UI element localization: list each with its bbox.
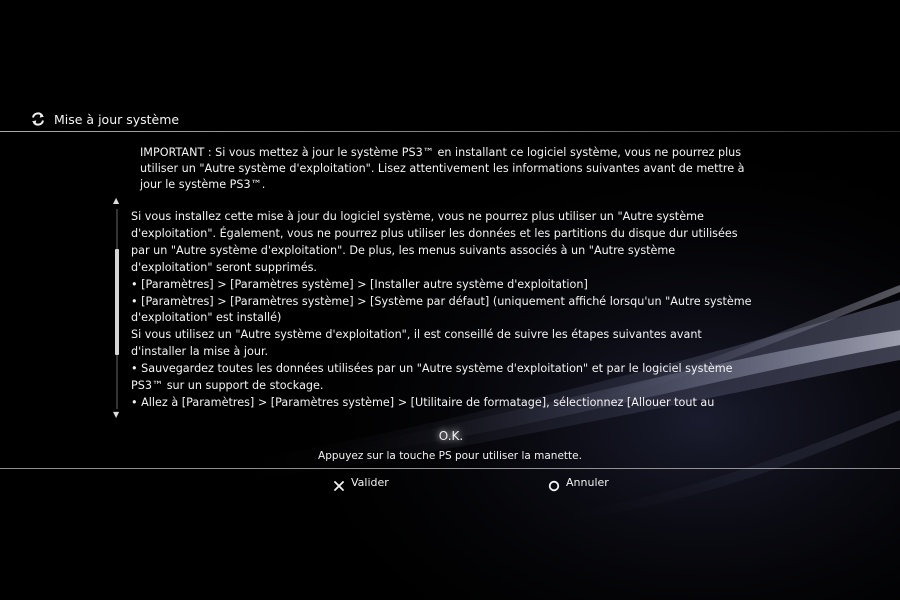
text-line: • Allez à [Paramètres] > [Paramètres système] > [Utilitaire de formatage], sélectionnez [Allouer tout au (131, 395, 715, 409)
text-line: d'exploitation" est installé) (131, 311, 282, 325)
refresh-icon (30, 111, 46, 127)
controller-hint: Appuyez sur la touche PS pour utiliser la manette. (318, 450, 582, 462)
text-line: d'exploitation". Également, vous ne pourrez plus utiliser les données et les partitions du disque dur utilisées (131, 226, 738, 240)
important-line: jour le système PS3™. (140, 178, 266, 191)
text-line: Si vous utilisez un "Autre système d'exploitation", il est conseillé de suivre les étapes suivantes avant (131, 328, 702, 342)
circle-button-icon (548, 477, 560, 489)
text-line: d'installer la mise à jour. (131, 345, 269, 359)
important-line: IMPORTANT : Si vous mettez à jour le système PS3™ en installant ce logiciel système, vous ne pourrez plus (140, 146, 742, 159)
confirm-label: Valider (351, 476, 389, 489)
ok-button[interactable]: O.K. (438, 429, 464, 443)
text-line: PS3™ sur un support de stockage. (131, 379, 324, 393)
scroll-up-arrow-icon[interactable]: ▲ (113, 196, 120, 205)
text-line: Si vous installez cette mise à jour du logiciel système, vous ne pourrez plus utiliser un "Autre système (131, 210, 704, 223)
text-line: d'exploitation" seront supprimés. (131, 260, 317, 274)
dialog-header (30, 109, 179, 129)
footer-divider (0, 468, 900, 469)
important-notice (140, 145, 780, 193)
important-line: utiliser un "Autre système d'exploitation". Lisez attentivement les informations suivantes avant de mettre à (140, 162, 745, 175)
header-divider (0, 131, 900, 132)
text-line: • [Paramètres] > [Paramètres système] > [Installer autre système d'exploitation] (131, 277, 588, 291)
cancel-label: Annuler (566, 476, 609, 489)
scrollbar-thumb[interactable] (115, 249, 119, 355)
cancel-action[interactable] (548, 476, 609, 489)
text-line: par un "Autre système d'exploitation". De plus, les menus suivants associés à un "Autre système (131, 243, 676, 257)
confirm-action[interactable] (333, 476, 389, 489)
scroll-down-arrow-icon[interactable]: ▼ (113, 410, 120, 419)
text-line: • [Paramètres] > [Paramètres système] > [Système par défaut] (uniquement affiché lorsqu'un "Autre système (131, 294, 752, 308)
cross-button-icon (333, 477, 345, 489)
text-line: • Sauvegardez toutes les données utilisées par un "Autre système d'exploitation" et par le logiciel système (131, 362, 733, 376)
license-text-scroll-area[interactable] (131, 209, 771, 412)
dialog-title: Mise à jour système (54, 111, 180, 127)
